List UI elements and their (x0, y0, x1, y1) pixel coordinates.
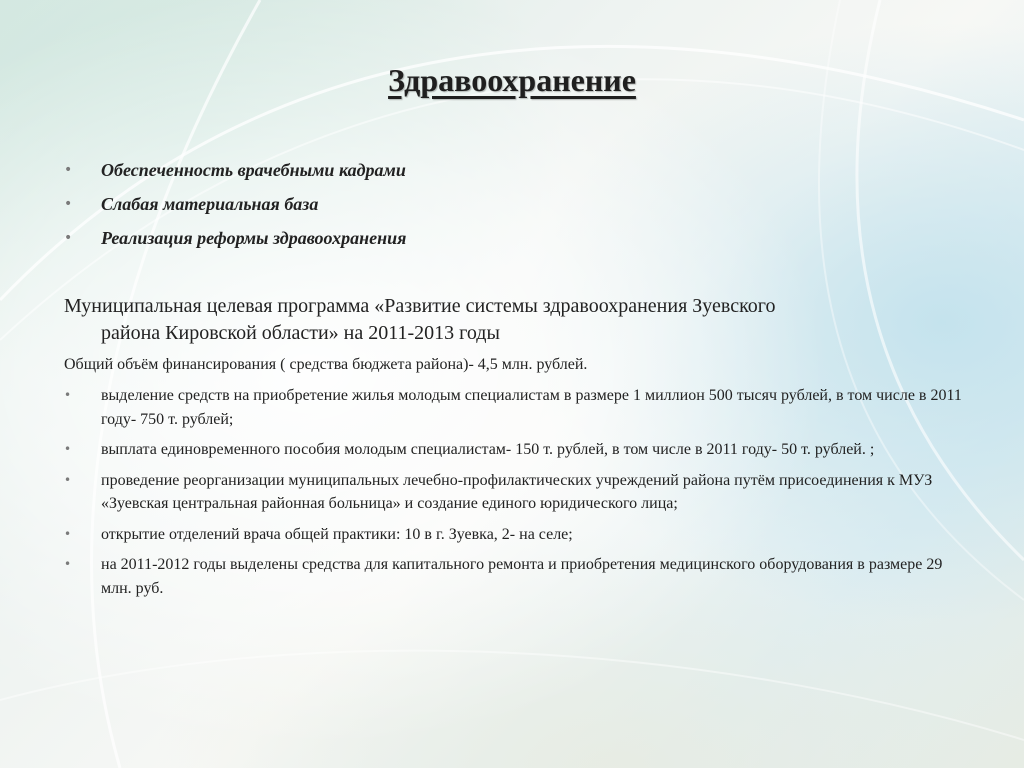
issues-list (64, 158, 964, 260)
bullet-icon: • (64, 442, 72, 456)
detail-text: проведение реорганизации муниципальных лечебно-профилактических учреждений района путём присоединения к МУЗ «Зуевская центральная районная больница» и создание единого юридического лица; (101, 471, 933, 512)
program-title (64, 293, 944, 347)
detail-text: выплата единовременного пособия молодым специалистам- 150 т. рублей, в том числе в 2011 году- 50 т. рублей. ; (101, 441, 875, 458)
bullet-icon: • (64, 162, 73, 178)
detail-item (64, 438, 964, 462)
detail-text: на 2011-2012 годы выделены средства для капитального ремонта и приобретения медицинского оборудования в размере 29 млн. руб. (101, 556, 943, 597)
program-title-line-1: Муниципальная целевая программа «Развитие системы здравоохранения Зуевского (64, 295, 776, 317)
slide-title: Здравоохранение (388, 62, 636, 98)
issue-item (64, 192, 964, 226)
bullet-icon: • (64, 472, 72, 487)
issue-text: Обеспеченность врачебными кадрами (101, 160, 406, 180)
bullet-icon: • (64, 388, 72, 402)
program-title-line-2: района Кировской области» на 2011-2013 годы (101, 322, 500, 344)
issue-item (64, 226, 964, 260)
bullet-icon: • (64, 557, 72, 571)
detail-text: открытие отделений врача общей практики: 10 в г. Зуевка, 2- на селе; (101, 525, 573, 543)
issue-text: Реализация реформы здравоохранения (101, 228, 407, 248)
bullet-icon: • (64, 230, 73, 246)
bullet-icon: • (64, 526, 72, 541)
issue-text: Слабая материальная база (101, 194, 319, 214)
bullet-icon: • (64, 196, 73, 212)
issue-item (64, 158, 964, 192)
detail-item (64, 553, 964, 600)
detail-item (64, 469, 964, 516)
detail-text: выделение средств на приобретение жилья молодым специалистам в размере 1 миллион 500 тысяч рублей, в том числе в 2011 году- 750 т. рублей; (101, 387, 962, 428)
detail-item (64, 523, 964, 547)
detail-item (64, 384, 964, 431)
details-list (64, 384, 964, 607)
funding-text: Общий объём финансирования ( средства бюджета района)- 4,5 млн. рублей. (64, 356, 588, 373)
